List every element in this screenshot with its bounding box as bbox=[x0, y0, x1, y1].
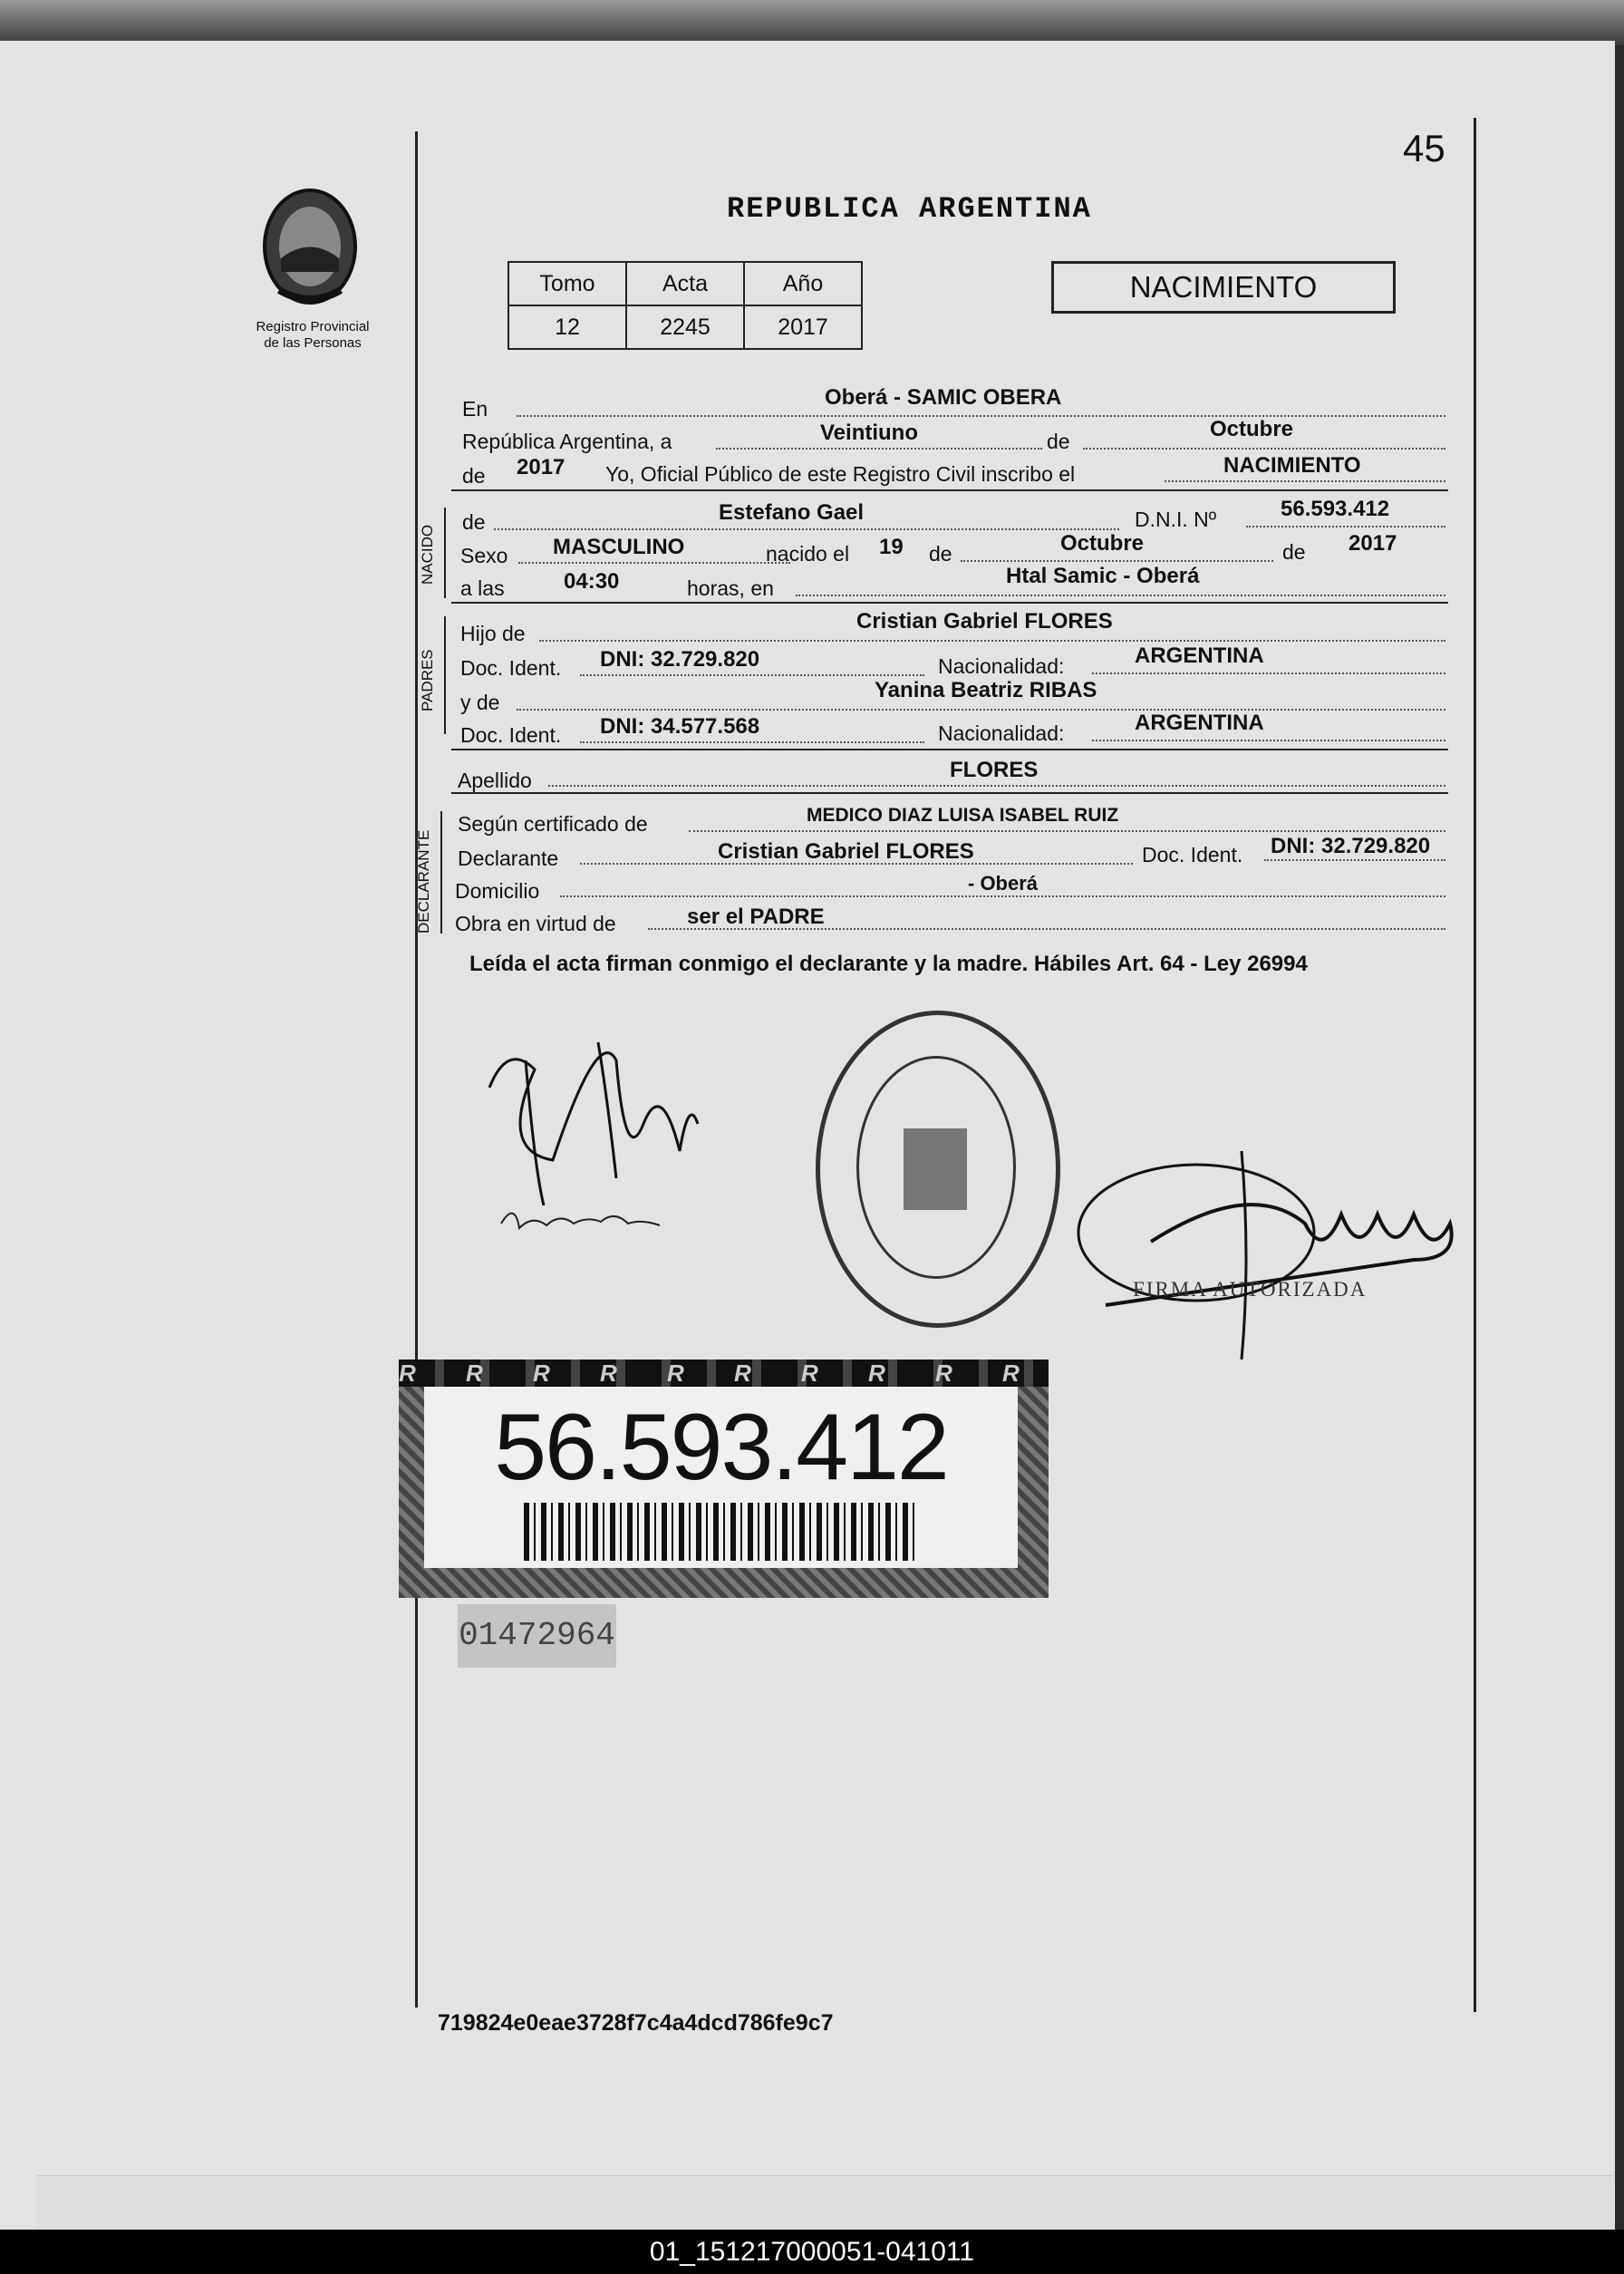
lugar-value: Htal Samic - Oberá bbox=[1006, 564, 1200, 588]
header-tomo: Tomo bbox=[508, 262, 626, 305]
dots bbox=[494, 528, 1119, 530]
barcode-number: 56.593.412 bbox=[494, 1395, 948, 1500]
cert-label: Según certificado de bbox=[458, 812, 648, 836]
right-margin-line bbox=[1474, 118, 1476, 2012]
section-nacido-label: NACIDO bbox=[419, 524, 436, 585]
section-bracket bbox=[444, 616, 446, 734]
de2-label: de bbox=[462, 464, 486, 488]
father-name: Cristian Gabriel FLORES bbox=[856, 609, 1113, 634]
mother-name: Yanina Beatriz RIBAS bbox=[875, 678, 1097, 702]
birth-day: 19 bbox=[879, 535, 904, 559]
barcode-watermark-band: R R R R R R R R R R bbox=[399, 1360, 1049, 1387]
month-value: Octubre bbox=[1210, 417, 1294, 441]
dots bbox=[548, 785, 1445, 787]
section-divider bbox=[451, 489, 1448, 491]
mother-doc: DNI: 34.577.568 bbox=[600, 714, 760, 739]
declarante-label: Declarante bbox=[458, 847, 559, 870]
nacido-el-label: nacido el bbox=[766, 542, 850, 566]
apellido-value: FLORES bbox=[950, 758, 1039, 782]
birth-year: 2017 bbox=[1348, 531, 1397, 556]
dots bbox=[1092, 740, 1445, 741]
page-under-edge bbox=[36, 2175, 1613, 2230]
dni-label: D.N.I. Nº bbox=[1135, 508, 1217, 531]
section-bracket bbox=[440, 811, 442, 934]
de-label: de bbox=[929, 542, 952, 566]
dots bbox=[1246, 526, 1445, 527]
doc-label: Doc. Ident. bbox=[1142, 843, 1243, 866]
page-number: 45 bbox=[1403, 127, 1445, 169]
domicilio-value: - Oberá bbox=[968, 872, 1039, 895]
section-divider bbox=[451, 749, 1448, 750]
father-nacionalidad: ARGENTINA bbox=[1135, 643, 1264, 668]
closing-text: Leída el acta firman conmigo el declarante y la madre. Hábiles Art. 64 - Ley 26994 bbox=[469, 952, 1308, 976]
doc-label: Doc. Ident. bbox=[460, 723, 562, 747]
dots bbox=[517, 415, 1445, 417]
section-divider bbox=[451, 792, 1448, 794]
barcode-label bbox=[399, 1360, 1049, 1598]
de-label: de bbox=[1282, 540, 1306, 564]
official-stamp bbox=[816, 1011, 1060, 1328]
dots bbox=[580, 741, 924, 743]
birth-month: Octubre bbox=[1060, 531, 1145, 556]
dots bbox=[1264, 859, 1445, 861]
dots bbox=[1083, 448, 1445, 450]
dots bbox=[1092, 673, 1445, 674]
dots bbox=[961, 560, 1273, 562]
section-padres-label: PADRES bbox=[419, 649, 436, 711]
footer-id: 01_151217000051-041011 bbox=[0, 2230, 1624, 2274]
section-declarante-label: DECLARANTE bbox=[415, 829, 432, 934]
dots bbox=[689, 830, 1445, 832]
header-anio: Año bbox=[744, 262, 862, 305]
dots bbox=[560, 895, 1445, 897]
nacido-de-label: de bbox=[462, 510, 486, 534]
yde-label: y de bbox=[460, 691, 500, 714]
cert-value: MEDICO DIAZ LUISA ISABEL RUIZ bbox=[807, 805, 1119, 826]
dots bbox=[539, 640, 1445, 642]
dots bbox=[1165, 480, 1445, 482]
obra-label: Obra en virtud de bbox=[455, 912, 616, 935]
hora-value: 04:30 bbox=[564, 569, 620, 594]
declarante-doc: DNI: 32.729.820 bbox=[1271, 834, 1431, 858]
declarante-value: Cristian Gabriel FLORES bbox=[718, 839, 974, 864]
hora-label: a las bbox=[460, 576, 505, 600]
dots bbox=[518, 562, 790, 564]
day-value: Veintiuno bbox=[820, 421, 918, 445]
child-name: Estefano Gael bbox=[719, 500, 865, 525]
value-tomo: 12 bbox=[508, 305, 626, 349]
obra-value: ser el PADRE bbox=[687, 905, 825, 929]
dots bbox=[580, 674, 924, 676]
nacionalidad-label: Nacionalidad: bbox=[938, 654, 1065, 678]
dots bbox=[796, 595, 1445, 596]
de-label: de bbox=[1047, 430, 1070, 453]
section-divider bbox=[451, 602, 1448, 604]
en-label: En bbox=[462, 397, 488, 421]
officer-text: Yo, Oficial Público de este Registro Civil inscribo el bbox=[605, 462, 1076, 486]
photo-background bbox=[0, 0, 1624, 45]
dots bbox=[517, 709, 1445, 711]
header-acta: Acta bbox=[626, 262, 744, 305]
hijo-label: Hijo de bbox=[460, 622, 526, 645]
logo-caption-1: Registro Provincial bbox=[256, 319, 370, 334]
sexo-label: Sexo bbox=[460, 544, 508, 567]
mother-nacionalidad: ARGENTINA bbox=[1135, 711, 1264, 735]
value-anio: 2017 bbox=[744, 305, 862, 349]
serial-number: 01472964 bbox=[458, 1604, 616, 1668]
barcode-bars bbox=[524, 1503, 918, 1561]
doc-label: Doc. Ident. bbox=[460, 656, 562, 680]
document-hash: 719824e0eae3728f7c4a4dcd786fe9c7 bbox=[438, 2010, 834, 2036]
firma-autorizada-caption: FIRMA AUTORIZADA bbox=[1133, 1278, 1368, 1301]
signature-madre bbox=[497, 1196, 678, 1242]
logo-caption-2: de las Personas bbox=[264, 335, 362, 351]
section-bracket bbox=[444, 508, 446, 598]
domicilio-label: Domicilio bbox=[455, 879, 540, 903]
nacionalidad-label: Nacionalidad: bbox=[938, 721, 1065, 745]
logo bbox=[245, 181, 381, 353]
record-table bbox=[508, 261, 863, 350]
left-margin-line bbox=[415, 131, 418, 2008]
apellido-label: Apellido bbox=[458, 769, 532, 792]
document-title: REPUBLICA ARGENTINA bbox=[727, 192, 1092, 226]
act-value: NACIMIENTO bbox=[1223, 453, 1361, 478]
year-value: 2017 bbox=[517, 455, 566, 479]
horas-label: horas, en bbox=[687, 576, 774, 600]
dni-value: 56.593.412 bbox=[1281, 497, 1390, 521]
father-doc: DNI: 32.729.820 bbox=[600, 647, 760, 672]
value-acta: 2245 bbox=[626, 305, 744, 349]
rep-label: República Argentina, a bbox=[462, 430, 672, 453]
record-type-box: NACIMIENTO bbox=[1051, 261, 1396, 314]
en-value: Oberá - SAMIC OBERA bbox=[825, 385, 1062, 410]
sexo-value: MASCULINO bbox=[553, 535, 685, 559]
signature-oficial bbox=[1069, 1124, 1468, 1360]
dots bbox=[716, 448, 1042, 450]
